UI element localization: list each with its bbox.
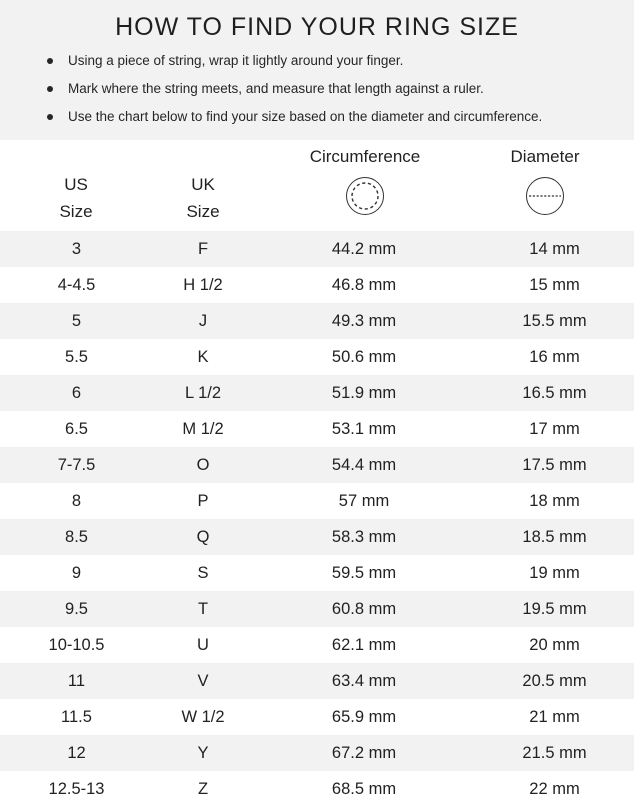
diameter-cell: 19 mm <box>529 564 580 582</box>
diameter-cell: 21.5 mm <box>522 744 587 762</box>
uk-size-cell: U <box>197 636 209 654</box>
table-row <box>0 303 634 339</box>
column-header-uk-size <box>153 171 253 225</box>
uk-size-cell: H 1/2 <box>183 276 223 294</box>
instruction-item: Using a piece of string, wrap it lightly around your finger. <box>47 52 634 80</box>
table-row <box>0 735 634 771</box>
us-size-cell: 6 <box>71 384 82 402</box>
circumference-cell: 58.3 mm <box>331 528 397 546</box>
diameter-cell: 20.5 mm <box>522 672 587 690</box>
column-header-diameter: Diameter <box>510 147 580 166</box>
circumference-cell: 57 mm <box>338 492 390 510</box>
diameter-cell: 22 mm <box>529 780 580 798</box>
us-size-cell: 3 <box>71 240 82 258</box>
table-row <box>0 699 634 735</box>
circumference-cell: 54.4 mm <box>331 456 397 474</box>
table-row <box>0 771 634 807</box>
us-size-cell: 5 <box>71 312 82 330</box>
circle-diameter-icon <box>525 176 565 216</box>
us-size-cell: 9.5 <box>65 600 88 618</box>
circumference-cell: 53.1 mm <box>331 420 397 438</box>
circumference-cell: 67.2 mm <box>331 744 397 762</box>
uk-size-cell: S <box>197 564 209 582</box>
us-size-cell: 7-7.5 <box>57 456 96 474</box>
us-size-cell: 11.5 <box>61 708 92 726</box>
uk-size-cell: Z <box>197 780 209 798</box>
dashed-circle-icon <box>345 176 385 216</box>
diameter-cell: 16 mm <box>529 348 580 366</box>
table-row <box>0 339 634 375</box>
circumference-cell: 65.9 mm <box>331 708 397 726</box>
column-header-us-label: US <box>64 175 88 194</box>
diameter-cell: 17.5 mm <box>522 456 587 474</box>
us-size-cell: 12 <box>67 744 86 762</box>
circumference-cell: 60.8 mm <box>331 600 397 618</box>
circumference-cell: 63.4 mm <box>331 672 397 690</box>
page-title: HOW TO FIND YOUR RING SIZE <box>115 13 519 41</box>
table-row <box>0 591 634 627</box>
circumference-cell: 59.5 mm <box>331 564 397 582</box>
diameter-cell: 20 mm <box>529 636 580 654</box>
table-row <box>0 447 634 483</box>
table-row <box>0 375 634 411</box>
uk-size-cell: Q <box>196 528 210 546</box>
us-size-cell: 9 <box>71 564 82 582</box>
table-row <box>0 411 634 447</box>
uk-size-cell: K <box>197 348 209 366</box>
uk-size-cell: P <box>197 492 209 510</box>
circumference-cell: 51.9 mm <box>331 384 397 402</box>
diameter-cell: 16.5 mm <box>522 384 587 402</box>
circumference-cell: 62.1 mm <box>331 636 397 654</box>
circumference-cell: 49.3 mm <box>331 312 397 330</box>
diameter-cell: 14 mm <box>529 240 580 258</box>
uk-size-cell: J <box>198 312 208 330</box>
table-row <box>0 555 634 591</box>
us-size-cell: 12.5-13 <box>48 780 105 798</box>
us-size-cell: 5.5 <box>65 348 88 366</box>
diameter-cell: 19.5 mm <box>522 600 587 618</box>
uk-size-cell: O <box>196 456 210 474</box>
uk-size-cell: F <box>197 240 209 258</box>
circumference-cell: 44.2 mm <box>331 240 397 258</box>
circumference-cell: 68.5 mm <box>331 780 397 798</box>
instruction-item: Mark where the string meets, and measure that length against a ruler. <box>47 80 634 108</box>
diameter-cell: 15 mm <box>529 276 580 294</box>
column-header-uk-sublabel: Size <box>186 202 220 221</box>
instructions-panel <box>0 0 634 140</box>
us-size-cell: 6.5 <box>65 420 88 438</box>
column-header-uk-label: UK <box>191 175 215 194</box>
column-header-us-size <box>26 171 126 225</box>
circumference-cell: 50.6 mm <box>331 348 397 366</box>
instruction-list <box>0 52 634 136</box>
table-row <box>0 663 634 699</box>
table-row <box>0 519 634 555</box>
uk-size-cell: L 1/2 <box>184 384 222 402</box>
diameter-cell: 15.5 mm <box>522 312 587 330</box>
uk-size-cell: W 1/2 <box>181 708 225 726</box>
size-table-body <box>0 231 634 807</box>
uk-size-cell: T <box>197 600 209 618</box>
table-header <box>0 140 634 231</box>
diameter-cell: 21 mm <box>529 708 580 726</box>
table-row <box>0 267 634 303</box>
instruction-item: Use the chart below to find your size based on the diameter and circumference. <box>47 108 634 136</box>
uk-size-cell: M 1/2 <box>182 420 224 438</box>
diameter-cell: 18 mm <box>529 492 580 510</box>
table-row <box>0 483 634 519</box>
table-row <box>0 231 634 267</box>
us-size-cell: 4-4.5 <box>57 276 96 294</box>
us-size-cell: 8.5 <box>65 528 88 546</box>
us-size-cell: 10-10.5 <box>48 636 105 654</box>
diameter-cell: 17 mm <box>529 420 580 438</box>
us-size-cell: 8 <box>71 492 82 510</box>
column-header-circumference: Circumference <box>309 147 421 166</box>
table-row <box>0 627 634 663</box>
us-size-cell: 11 <box>67 672 86 690</box>
uk-size-cell: V <box>197 672 209 690</box>
uk-size-cell: Y <box>197 744 209 762</box>
column-header-us-sublabel: Size <box>59 202 93 221</box>
diameter-cell: 18.5 mm <box>522 528 587 546</box>
circumference-cell: 46.8 mm <box>331 276 397 294</box>
